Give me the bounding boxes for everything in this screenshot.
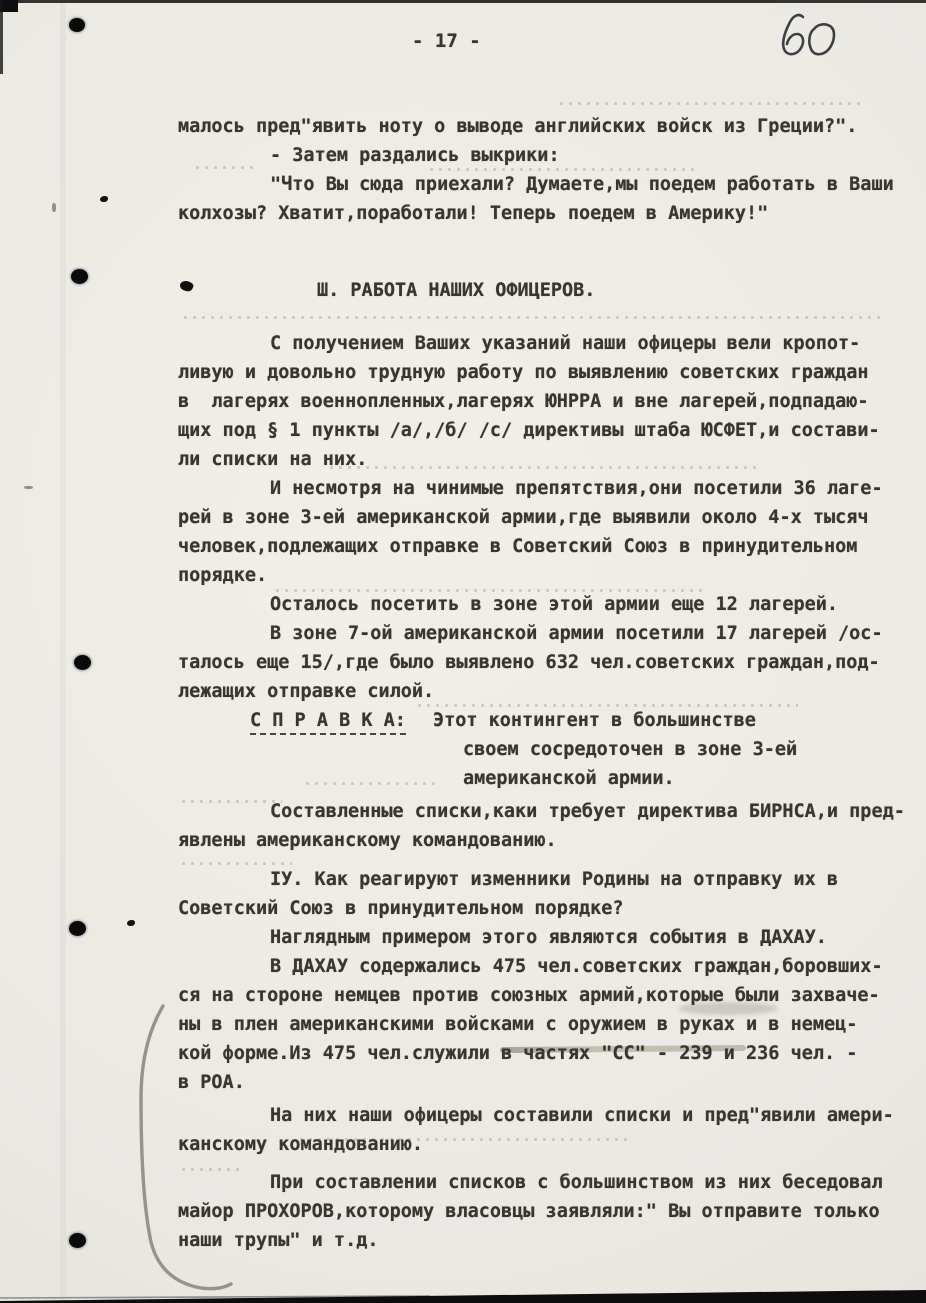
text-line: кой форме.Из 475 чел.служили в частях "СС" - 239 и 236 чел. - — [178, 1043, 858, 1064]
text-line: лежащих отправке силой. — [178, 681, 435, 702]
text-line: ны в плен американскими войсками с оружием в руках и в немец- — [178, 1014, 858, 1035]
text-line: ливую и довольно трудную работу по выявлению советских граждан — [178, 362, 869, 383]
punch-hole — [74, 655, 91, 670]
text-line: Наглядным примером этого являются события в ДАХАУ. — [270, 927, 827, 948]
text-line: колхозы? Хватит,поработали! Теперь поедем в Америку!" — [178, 203, 769, 224]
document-text-column — [178, 112, 905, 1255]
text-line: щих под § 1 пункты /а/,/б/ /с/ директивы штаба ЮСФЕТ,и состави- — [178, 420, 880, 441]
text-line: американской армии. — [463, 768, 675, 789]
text-line: И несмотря на чинимые препятствия,они посетили 36 лаге- — [270, 478, 883, 499]
scan-edge-left — [0, 0, 3, 74]
page-number: - 17 - — [412, 30, 481, 52]
punch-hole — [69, 921, 86, 936]
text-line: наши трупы" и т.д. — [178, 1230, 379, 1251]
text-line: IУ. Как реагируют изменники Родины на отправку их в — [270, 869, 839, 890]
text-line: рей в зоне 3-ей американской армии,где выявили около 4-х тысяч — [178, 507, 869, 528]
text-line: явлены американскому командованию. — [178, 830, 557, 851]
typewriter-dots-artifact — [560, 102, 860, 105]
spravka-label: С П Р А В К А: — [250, 710, 406, 735]
section-3-paragraph — [178, 590, 898, 619]
punch-hole — [69, 1233, 86, 1248]
section-3-heading: Ш. РАБОТА НАШИХ ОФИЦЕРОВ. — [317, 280, 596, 301]
text-line: порядке. — [178, 565, 268, 586]
ink-speck — [100, 196, 108, 202]
section-3-paragraph — [178, 329, 898, 474]
text-line: в РОА. — [178, 1072, 245, 1093]
text-line: "Что Вы сюда приехали? Думаете,мы поедем работать в Ваши — [270, 174, 894, 195]
handwritten-page-mark-60 — [783, 15, 834, 54]
text-line: канскому командованию. — [178, 1134, 424, 1155]
section-4-paragraph — [178, 865, 898, 923]
scan-edge-top — [0, 0, 926, 3]
text-line: майор ПРОХОРОВ,которому власовцы заявляли:" Вы отправите только — [178, 1201, 880, 1222]
paper-crease — [60, 0, 66, 1303]
section-4-paragraph — [178, 923, 898, 952]
text-line: ли списки на них. — [178, 449, 368, 470]
text-line: Составленные списки,каки требует директива БИРНСА,и пред- — [270, 801, 905, 822]
text-line: в лагерях военнопленных,лагерях ЮНРРА и вне лагерей,подпадаю- — [178, 391, 869, 412]
text-line: При составлении списков с большинством из них беседовал — [270, 1172, 883, 1193]
text-line: талось еще 15/,где было выявлено 632 чел.советских граждан,под- — [178, 652, 880, 673]
section-4-paragraph — [178, 1101, 898, 1159]
text-line: В ДАХАУ содержались 475 чел.советских граждан,боровших- — [270, 956, 883, 977]
text-line: ся на стороне немцев против союзных армий,которые были захваче- — [178, 985, 880, 1006]
text-line: На них наши офицеры составили списки и пред"явили амери- — [270, 1105, 894, 1126]
section-4-paragraph — [178, 1168, 898, 1255]
text-line: Советский Союз в принудительном порядке? — [178, 898, 624, 919]
text-line: - Затем раздались выкрики: — [270, 145, 560, 166]
text-line: человек,подлежащих отправке в Советский Союз в принудительном — [178, 536, 858, 557]
spravka-note — [178, 706, 898, 793]
pencil-speck — [52, 203, 56, 212]
section-3-paragraph — [178, 797, 905, 855]
spravka-text: Этот контингент в большинстве — [432, 710, 756, 731]
section-4-paragraph — [178, 952, 898, 1097]
text-line: малось пред"явить ноту о выводе английских войск из Греции?". — [178, 116, 858, 137]
text-line: С получением Ваших указаний наши офицеры вели кропот- — [270, 333, 861, 354]
ink-speck — [127, 920, 135, 926]
text-line — [178, 706, 898, 735]
pencil-speck — [24, 486, 33, 489]
scan-edge-bottom-wedge — [0, 1290, 926, 1303]
section-3-paragraph — [178, 619, 898, 706]
punch-hole — [69, 18, 85, 32]
text-line: В зоне 7-ой американской армии посетили 17 лагерей /ос- — [270, 623, 883, 644]
text-line: Осталось посетить в зоне этой армии еще 12 лагерей. — [270, 594, 839, 615]
punch-hole — [71, 269, 88, 284]
text-line: своем сосредоточен в зоне 3-ей — [463, 739, 798, 760]
section-3-paragraph — [178, 474, 898, 590]
